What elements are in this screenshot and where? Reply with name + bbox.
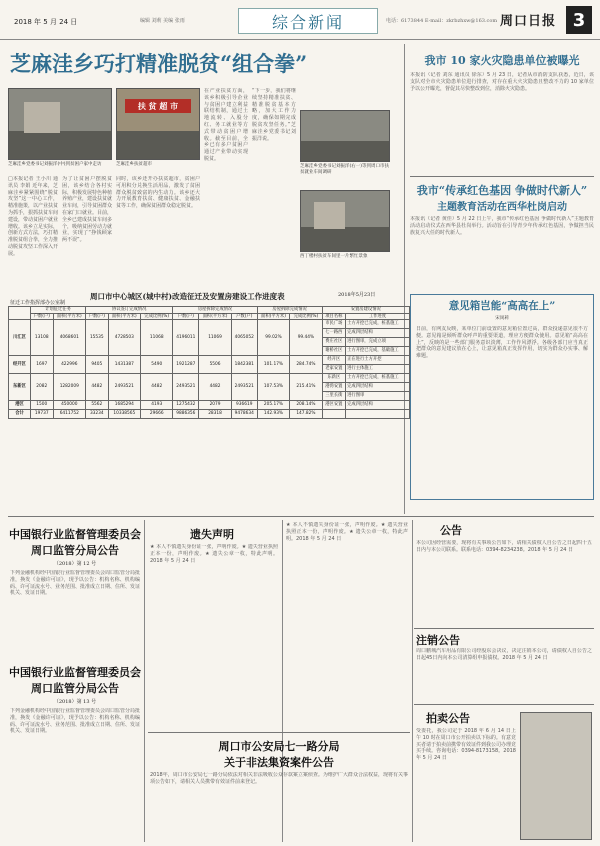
table-group-header: 计划征迁任务 <box>31 307 86 314</box>
table-progress-cell: 进行主体施工 <box>346 365 410 374</box>
table-value-cell: 142.93% <box>257 410 290 419</box>
red-gene-headline-2: 主题教育活动在西华杜岗启动 <box>437 202 567 213</box>
table-column-header: 工作进度 <box>346 313 410 320</box>
table-value-cell: 450000 <box>53 401 86 410</box>
table-value-cell: 99.02% <box>257 320 290 356</box>
table-column-header: 面积(平方米) <box>199 313 232 320</box>
divider-ads <box>8 516 594 517</box>
lead-text-col-3: 同时，该乡还开办扶贫超市，贫困户可用积分兑换生活用品，激发了贫困群众脱贫致富的内生动力。该乡还大力开展教育扶贫、健康扶贫、金融扶贫等工作，确保贫困群众稳定脱贫。 <box>116 176 200 210</box>
progress-table <box>8 306 410 419</box>
table-project-cell: 老家安置 <box>322 365 346 374</box>
table-value-cell: 5490 <box>141 356 173 374</box>
header-editor: 编辑 刘莉 美编 张雨 <box>140 18 185 24</box>
table-project-cell: 费庄社区 <box>322 338 346 347</box>
lead-photo-2 <box>116 88 200 160</box>
cancel-notice-title: 注销公告 <box>416 634 460 647</box>
table-column-header: 面积(平方米) <box>257 313 290 320</box>
lost-statement-title: 遗失声明 <box>190 528 234 541</box>
table-project-cell: 三里长街 <box>322 392 346 401</box>
table-value-cell: 5562 <box>86 401 109 410</box>
table-value-cell: 4482 <box>86 374 109 401</box>
table-area-cell: 川汇区 <box>9 320 31 356</box>
table-area-cell: 东新区 <box>9 374 31 401</box>
column-divider <box>404 44 405 514</box>
table-value-cell: 1500 <box>31 401 54 410</box>
table-column-header: 户数(户) <box>173 313 199 320</box>
ads-divider-1 <box>144 520 145 842</box>
table-value-cell: 99.44% <box>290 320 322 356</box>
table-value-cell: 9478634 <box>231 410 257 419</box>
table-progress-cell: 土方开挖已完成，桩基施工 <box>346 374 410 383</box>
table-project-cell: 港区安置 <box>322 401 346 410</box>
table-row <box>9 356 410 365</box>
table-value-cell: 2493521 <box>231 374 257 401</box>
lost-statement-text: ★ 本人不慎遗失身份证一张，声明作废。★ 遗失营业执照正本一份，声明作废。★ 遗失公章一枚，特此声明。2018 年 5 月 24 日 <box>150 544 278 564</box>
table-group-header: 房屋拆除完成情况 <box>257 307 322 314</box>
table-progress-cell: 正在进行土方开挖 <box>346 356 410 365</box>
progress-table-subtitle: 征迁工作指挥部办公室制 <box>10 300 66 306</box>
bank-notice-2-number: （2018）第 13 号 <box>53 699 97 705</box>
table-value-cell: 1282009 <box>53 374 86 401</box>
opinion-text: 日前，有网友反映，某单位门前设置的意见箱位置过高，群众投递意见很不方便。意见箱是倾听群众呼声的重要渠道，理应方便群众使用。意见箱“高高在上”，反映的是一些部门服务意识淡薄，工作作风漂浮。各级各部门应当真正把群众的意见建议放在心上，让意见箱真正发挥作用，切实为群众办实事、解难题。 <box>416 326 588 360</box>
table-value-cell: 1921287 <box>173 356 199 374</box>
bank-notice-1-text: 下列金融机构经中国银行业监督管理委员会周口监管分局批准，换发《金融许可证》，现予以公告：机构名称、机构编码、许可证流水号、业务范围、批准成立日期、住所、发证机关、发证日期。 <box>10 570 140 597</box>
page-number: 3 <box>566 6 592 34</box>
table-row <box>9 320 410 329</box>
table-progress-cell: 进行图审 <box>346 392 410 401</box>
table-progress-cell: 土方开挖已完成，基础施工 <box>346 347 410 356</box>
table-project-cell: 市民广场 <box>322 320 346 329</box>
table-value-cell: 1431387 <box>108 356 141 374</box>
table-value-cell: 4068601 <box>53 320 86 356</box>
table-column-header: 户数(户) <box>31 313 54 320</box>
opinion-author: 宋岗莉 <box>495 316 509 321</box>
table-value-cell: 422996 <box>53 356 86 374</box>
header-date: 2018 年 5 月 24 日 <box>14 18 78 26</box>
lead-photo-4-caption: 西丁楼村扶贫车间里一片繁忙景象 <box>300 254 368 259</box>
table-value-cell: 2082 <box>31 374 54 401</box>
auction-photo <box>520 712 592 840</box>
progress-table-title: 周口市中心城区(城中村)改造征迁及安置房建设工作进度表 <box>90 292 285 301</box>
table-value-cell: 1697 <box>31 356 54 374</box>
table-value-cell: 4065052 <box>231 320 257 356</box>
lead-photo-3 <box>300 110 390 162</box>
lead-text-col-5: “下一步，我们将继续坚持精准扶贫、精准脱贫基本方略，加大工作力度，确保如期完成脱贫攻坚任务。”芝麻洼乡党委书记刘振洋说。 <box>252 88 296 142</box>
table-value-cell: 4193 <box>141 401 173 410</box>
table-value-cell: 205.17% <box>257 401 290 410</box>
bank-notice-1-title-2: 周口监管分局公告 <box>31 544 119 557</box>
table-value-cell: 2493521 <box>173 374 199 401</box>
table-value-cell: 107.53% <box>257 374 290 401</box>
table-area-cell: 港区 <box>9 401 31 410</box>
table-value-cell: 28318 <box>199 410 232 419</box>
lost-statement-text-2: ★ 本人不慎遗失身份证一张，声明作废。★ 遗失营业执照正本一份，声明作废。★ 遗失公章一枚，特此声明。2018 年 5 月 24 日 <box>286 522 408 542</box>
table-column-header: 项目名称 <box>322 313 346 320</box>
table-column-header: 户数(户) <box>86 313 109 320</box>
police-notice-text: 2018年，周口市公安局七一路分局依法对相关非法吸收公众存款案立案侦查。为维护广大群众合法权益，现将有关事项公告如下，请相关人员携带有效证件前来登记。 <box>150 772 408 785</box>
lead-headline: 芝麻洼乡巧打精准脱贫“组合拳” <box>10 51 308 76</box>
lead-photo-1-caption: 芝麻洼乡党委书记刘振洋(中)到贫困户家中走访 <box>8 162 102 167</box>
table-value-cell: 6411752 <box>53 410 86 419</box>
red-gene-text: 本报讯（记者 黄佳）5 月 22 日上午，我市“传承红色基因 争做时代新人”主题教育活动启动仪式在西华县杜岗举行。活动旨在引导青少年传承红色基因，争做担当民族复兴大任的时代新人。 <box>410 216 594 236</box>
police-notice-title-2: 关于非法集资案件公告 <box>224 756 334 769</box>
table-progress-cell: 完成四层结构 <box>346 383 410 392</box>
table-value-cell: 9405 <box>86 356 109 374</box>
table-row <box>9 401 410 410</box>
table-value-cell: 5506 <box>199 356 232 374</box>
table-column-header: 户数(户) <box>231 313 257 320</box>
page-header <box>0 0 600 40</box>
table-progress-cell: 完成四层结构 <box>346 329 410 338</box>
table-area-cell: 合计 <box>9 410 31 419</box>
table-row <box>9 410 410 419</box>
table-column-header: 面积(平方米) <box>108 313 141 320</box>
bank-notice-1-number: （2018）第 12 号 <box>53 561 97 567</box>
header-contact: 电话：6173844 E-mail：zkrbzhxw@163.com <box>386 18 498 24</box>
table-progress-cell: 土方开挖已完成，桩基施工 <box>346 320 410 329</box>
lead-photo-4 <box>300 190 390 252</box>
table-group-header: 安置房建设情况 <box>322 307 409 314</box>
table-value-cell: 4728503 <box>108 320 141 356</box>
table-value-cell: 208.14% <box>290 401 322 410</box>
table-project-cell <box>322 410 346 419</box>
table-column-header: 完成比例(%) <box>290 313 322 320</box>
lead-text-col-2: 为了让贫困户摆脱贫困，该乡结合各村实际，积极发展特色种植养殖产业，建设扶贫就业车间，引导贫困群众在家门口就业。目前，全乡已建成扶贫车间多个，吸纳贫困劳动力就业，实现了“挣钱顾家两不误”。 <box>62 176 112 244</box>
table-value-cell: 2493521 <box>108 374 141 401</box>
table-project-cell: 谢桥社区 <box>322 347 346 356</box>
cancel-notice-text: 周口鹏城汽车用品有限公司经股东会决议，决定注销本公司，请债权人自公告之日起45日内向本公司清算组申报债权。2018 年 5 月 24 日 <box>416 648 592 661</box>
progress-table-date: 2018年5月23日 <box>338 292 376 298</box>
table-project-cell: 经开区 <box>322 356 346 365</box>
divider-police <box>148 732 410 733</box>
lead-photo-2-caption: 芝麻洼乡扶贫超市 <box>116 162 152 167</box>
ads-divider-3 <box>412 520 413 842</box>
table-value-cell: 19737 <box>31 410 54 419</box>
auction-notice-title: 拍卖公告 <box>426 712 470 725</box>
table-area-cell: 经开区 <box>9 356 31 374</box>
table-project-cell: 七一路西 <box>322 329 346 338</box>
bank-notice-1-title-1: 中国银行业监督管理委员会 <box>9 528 141 541</box>
table-value-cell: 1842381 <box>231 356 257 374</box>
divider-cancel <box>414 628 594 629</box>
red-gene-headline-1: 我市“传承红色基因 争做时代新人” <box>416 184 588 197</box>
police-notice-title-1: 周口市公安局七一路分局 <box>218 740 340 753</box>
table-value-cell: 11068 <box>141 320 173 356</box>
table-column-header: 完成比例(%) <box>141 313 173 320</box>
table-value-cell: 284.74% <box>290 356 322 374</box>
table-value-cell: 936619 <box>231 401 257 410</box>
notice-title: 公告 <box>440 524 462 537</box>
table-value-cell: 1685294 <box>108 401 141 410</box>
table-value-cell: 4482 <box>141 374 173 401</box>
table-value-cell: 2079 <box>199 401 232 410</box>
table-value-cell: 4196011 <box>173 320 199 356</box>
divider-right-1 <box>410 176 594 177</box>
table-value-cell: 4482 <box>199 374 232 401</box>
fire-hazard-headline: 我市 10 家火灾隐患单位被曝光 <box>424 54 580 67</box>
table-header-cell <box>9 307 31 320</box>
table-column-header: 面积(平方米) <box>53 313 86 320</box>
table-value-cell: 9886356 <box>173 410 199 419</box>
notice-text: 本公司因经营需要，现将有关事项公告如下，请相关债权人自公告之日起四十五日内与本公司联系。联系电话：0394-8234238。2018 年 5 月 24 日 <box>416 540 592 553</box>
table-project-cell: 港湾安置 <box>322 383 346 392</box>
auction-notice-text: 受委托，我公司定于 2018 年 6 月 14 日上午 10 时在周口市公开拍卖以下标的。有意竞买者请于拍卖前携带有效证件到我公司办理竞买手续。咨询电话：0394-8173158。2018 年 5 月 24 日 <box>416 728 516 762</box>
lead-photo-3-caption: 芝麻洼乡党委书记刘振洋(右一)等到周口市扶贫就业车间调研 <box>300 164 390 175</box>
poverty-store-sign: 扶 贫 超 市 <box>125 99 191 113</box>
section-title: 综合新闻 <box>238 8 378 34</box>
table-row <box>9 374 410 383</box>
table-value-cell: 33234 <box>86 410 109 419</box>
table-value-cell: 1275432 <box>173 401 199 410</box>
table-group-header: 协议签订完成情况 <box>86 307 173 314</box>
table-progress-cell <box>346 410 410 419</box>
table-value-cell: 10338565 <box>108 410 141 419</box>
bank-notice-2-title-2: 周口监管分局公告 <box>31 682 119 695</box>
opinion-headline: 意见箱岂能“高高在上” <box>448 300 556 312</box>
table-value-cell: 15535 <box>86 320 109 356</box>
bank-notice-2-title-1: 中国银行业监督管理委员会 <box>9 666 141 679</box>
table-project-cell: 东新区 <box>322 374 346 383</box>
table-value-cell: 13108 <box>31 320 54 356</box>
table-value-cell: 215.41% <box>290 374 322 401</box>
table-value-cell: 11069 <box>199 320 232 356</box>
fire-hazard-text: 本报讯（记者 刘东 通讯员 徐东）5 月 23 日，记者从市消防支队获悉，近日，该支队对全市火灾隐患单位进行排查，对存在重大火灾隐患且整改不力的 10 家单位予以公开曝光，督促其尽快整改到位，消除火灾隐患。 <box>410 72 594 92</box>
table-group-header: 房屋拆除完成情况 <box>173 307 257 314</box>
lead-text-col-1: □本报记者 王小川 通讯员 李娟 近年来，芝麻洼乡紧紧围绕“脱贫攻坚”这一中心工作，精准施策，以产业扶贫为抓手，狠抓扶贫车间建设，带动贫困户就业增收。该乡立足实际，创新方式方法，巧打精准脱贫组合拳，全力推动脱贫攻坚工作深入开展。 <box>8 176 58 257</box>
table-value-cell: 101.17% <box>257 356 290 374</box>
table-progress-cell: 完成四层结构 <box>346 401 410 410</box>
table-value-cell: 29666 <box>141 410 173 419</box>
lead-text-col-4: 在产业扶贫方面，该乡积极引导企业与贫困户建立利益联结机制，通过土地流转、入股分红、务工就业等方式带动贫困户增收。截至目前，全乡已有多户贫困户通过产业带动实现脱贫。 <box>204 88 248 162</box>
lead-photo-1 <box>8 88 112 160</box>
bank-notice-2-text: 下列金融机构经中国银行业监督管理委员会周口监管分局批准，换发《金融许可证》，现予以公告：机构名称、机构编码、许可证流水号、业务范围、批准成立日期、住所、发证机关、发证日期。 <box>10 708 140 735</box>
table-progress-cell: 进行图审，完成立项 <box>346 338 410 347</box>
table-value-cell: 147.82% <box>290 410 322 419</box>
divider-auction <box>414 704 594 705</box>
newspaper-logo: 周口日报 <box>500 14 557 29</box>
